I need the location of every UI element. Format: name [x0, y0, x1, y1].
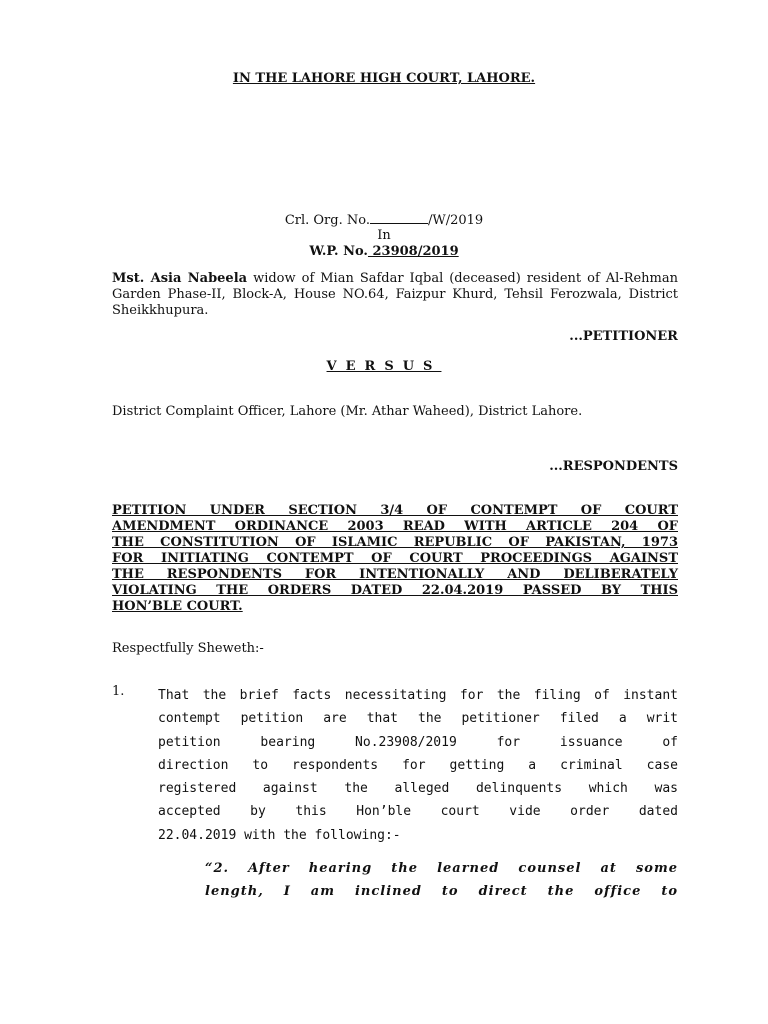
- in-word: In: [377, 228, 391, 243]
- versus-heading: VERSUS: [326, 359, 442, 374]
- writ-petition-number: [0, 244, 768, 259]
- paragraph-line: petition bearing No.23908/2019 for issuance of: [158, 734, 678, 750]
- quoted-order: [205, 857, 678, 903]
- quote-line: length, I am inclined to direct the office to: [205, 884, 678, 899]
- petition-title-line: THE CONSTITUTION OF ISLAMIC REPUBLIC OF PAKISTAN, 1973: [112, 535, 678, 550]
- court-title: IN THE LAHORE HIGH COURT, LAHORE.: [232, 71, 536, 86]
- petition-title-line: FOR INITIATING CONTEMPT OF COURT PROCEEDINGS AGAINST: [112, 551, 678, 566]
- paragraph-number: 1.: [112, 684, 125, 699]
- paragraph-1: [158, 684, 678, 847]
- paragraph-line: direction to respondents for getting a criminal case: [158, 757, 678, 773]
- greeting: Respectfully Sheweth:-: [112, 641, 264, 656]
- petition-title-line: HON’BLE COURT.: [112, 599, 243, 614]
- petition-title-line: THE RESPONDENTS FOR INTENTIONALLY AND DELIBERATELY: [112, 567, 678, 582]
- quote-line: “2. After hearing the learned counsel at some: [205, 861, 678, 876]
- crl-suffix: /W/2019: [427, 213, 484, 228]
- wp-label: W.P. No.: [309, 244, 368, 259]
- paragraph-line: contempt petition are that the petitioner filed a writ: [158, 711, 678, 727]
- paragraph-line: accepted by this Hon’ble court vide order dated: [158, 804, 678, 820]
- petition-title-line: AMENDMENT ORDINANCE 2003 READ WITH ARTICLE 204 OF: [112, 519, 678, 534]
- respondent-details: District Complaint Officer, Lahore (Mr. Athar Waheed), District Lahore.: [112, 404, 583, 419]
- petitioner-details: [112, 271, 678, 319]
- paragraph-line: registered against the alleged delinquents which was: [158, 781, 678, 797]
- petition-title: [112, 503, 678, 615]
- crl-prefix: Crl. Org. No.: [284, 213, 370, 228]
- criminal-original-number: [0, 211, 768, 228]
- wp-number: 23908/2019: [367, 244, 459, 259]
- petitioner-role: ...PETITIONER: [569, 329, 678, 344]
- petitioner-name: Mst. Asia Nabeela: [112, 271, 248, 286]
- paragraph-line: That the brief facts necessitating for the filing of instant: [158, 688, 678, 703]
- respondent-role: ...RESPONDENTS: [549, 459, 678, 474]
- petition-title-line: VIOLATING THE ORDERS DATED 22.04.2019 PASSED BY THIS: [112, 583, 678, 598]
- petition-title-line: PETITION UNDER SECTION 3/4 OF CONTEMPT OF COURT: [112, 503, 678, 518]
- paragraph-line: 22.04.2019 with the following:-: [158, 827, 401, 843]
- blank-number-line: [370, 211, 428, 224]
- petitioner-address: widow of Mian Safdar Iqbal (deceased) resident of Al-Rehman Garden Phase-II, Block-A, House NO.64, Faizpur Khurd, Tehsil Ferozwala, District Sheikkhupura.: [112, 271, 678, 318]
